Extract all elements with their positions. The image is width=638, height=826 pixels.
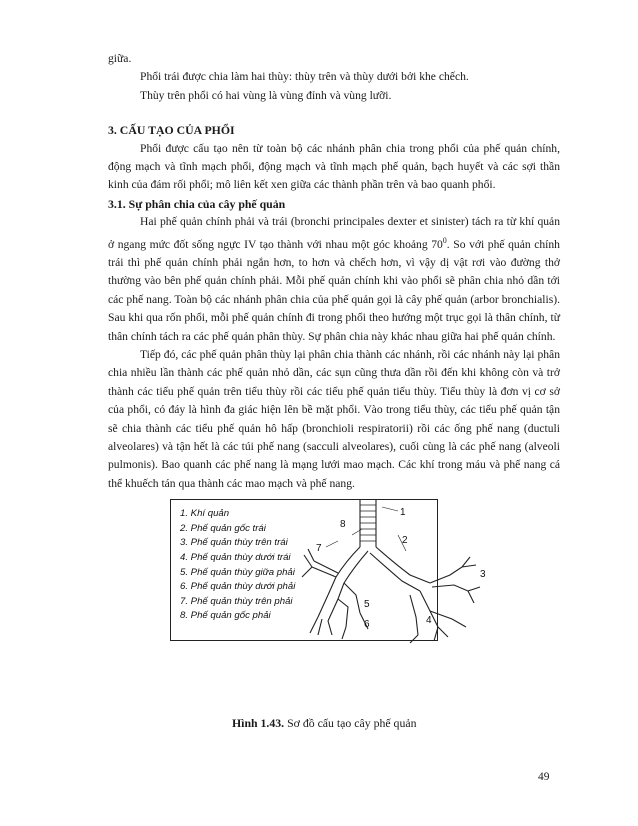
subsection-heading: 3.1. Sự phân chia của cây phế quản [108, 196, 286, 211]
legend-item: 2. Phế quản gốc trái [180, 522, 266, 534]
legend-item: 5. Phế quản thùy giữa phải [180, 566, 295, 578]
bronchial-tree-diagram [298, 495, 508, 645]
legend-item: 6. Phế quản thùy dưới phải [180, 581, 296, 593]
document-body [108, 50, 560, 649]
paragraph-left-lung: Phổi trái được chia làm hai thùy: thùy trên và thùy dưới bởi khe chếch. [140, 70, 469, 84]
caption-label: Hình 1.43. [232, 716, 285, 730]
degree-superscript: 0 [442, 235, 447, 245]
legend-item: 8. Phế quản gốc phải [180, 610, 271, 622]
diagram-label-7: 7 [316, 543, 322, 555]
section-paragraph: Phổi được cấu tạo nên từ toàn bộ các nhánh phân chia trong phổi của phế quản chính, động mạch và tĩnh mạch phổi, động mạch và tĩnh mạch phế quản, bạch huyết và các sợi thần kinh của đám rối phổi; mô liên kết xen giữa các thành phần trên và bao quanh phổi. [108, 141, 560, 192]
diagram-label-5: 5 [364, 599, 370, 611]
diagram-label-1: 1 [400, 507, 406, 519]
diagram-label-3: 3 [480, 569, 486, 581]
paragraph-text: . So với phế quản chính trái thì phế quản chính phải ngắn hơn, to hơn và chếch hơn, vì vậy dị vật rơi vào đường thở thường vào bên phế quản chính phải. Mỗi phế quản chính khi vào phổi sẽ phân chia nhỏ dần tới các phế nang. Toàn bộ các nhánh phân chia của phế quản gọi là cây phế quản (arbor bronchialis). Sau khi qua rốn phổi, mỗi phế quản chính đi trong phổi theo hướng một trục gọi là thân chính, từ thân chính tách ra các phế quản phân thùy. Sự phân chia này khác nhau giữa hai phế quản chính. [108, 237, 560, 343]
caption-text: Sơ đồ cấu tạo cây phế quản [284, 716, 417, 730]
legend-item: 1. Khí quản [180, 508, 230, 520]
diagram-label-8: 8 [340, 519, 346, 531]
subsection-paragraph-2: Tiếp đó, các phế quản phân thùy lại phân chia thành các nhánh, rồi các nhánh này lại phân chia nhiều lần thành các phế quản nhỏ dần, các sụn cũng thưa dần rồi đến khi không còn và trở thành các tiểu phế quản trên tiểu thùy rồi các tiểu phế quản tiểu thùy. Tiểu thùy là đơn vị cơ sở của phổi, có đáy là hình đa giác hiện lên bề mặt phổi. Vào trong tiểu thùy, các tiểu phế quản tận sẽ chia thành các tiểu phế quản hô hấp (bronchioli respiratorii) rồi các ống phế nang (ductuli alveolares) và tận hết là các túi phế nang (sacculi alveolares), cuối cùng là các phế nang (alveoli pulmonis). Bao quanh các phế nang là mạng lưới mao mạch. Các khí trong máu và phế nang cá thể khuếch tán qua thành các mao mạch và phế nang. [108, 347, 560, 490]
legend-item: 4. Phế quản thùy dưới trái [180, 551, 291, 563]
legend-item: 3. Phế quản thùy trên trái [180, 537, 288, 549]
page-number: 49 [538, 771, 550, 783]
bronchial-tree-figure [108, 499, 560, 649]
diagram-label-4: 4 [426, 615, 432, 627]
paragraph-text: Hai phế quản chính phải và trái (bronchi principales dexter et sinister) tách ra từ khí quản ở ngang mức đốt sống ngực IV tạo thành với nhau một góc khoảng 70 [108, 215, 560, 251]
diagram-label-6: 6 [364, 619, 370, 631]
figure-legend [180, 507, 295, 624]
paragraph-upper-lobe: Thùy trên phổi có hai vùng là vùng đỉnh và vùng lưỡi. [140, 88, 392, 102]
legend-item: 7. Phế quản thùy trên phải [180, 595, 293, 607]
paragraph-fragment: giữa. [108, 52, 132, 65]
diagram-label-2: 2 [402, 535, 408, 547]
figure-caption [232, 716, 416, 731]
subsection-paragraph-1 [108, 213, 560, 346]
section-heading: 3. CẤU TẠO CỦA PHỔI [108, 123, 235, 138]
